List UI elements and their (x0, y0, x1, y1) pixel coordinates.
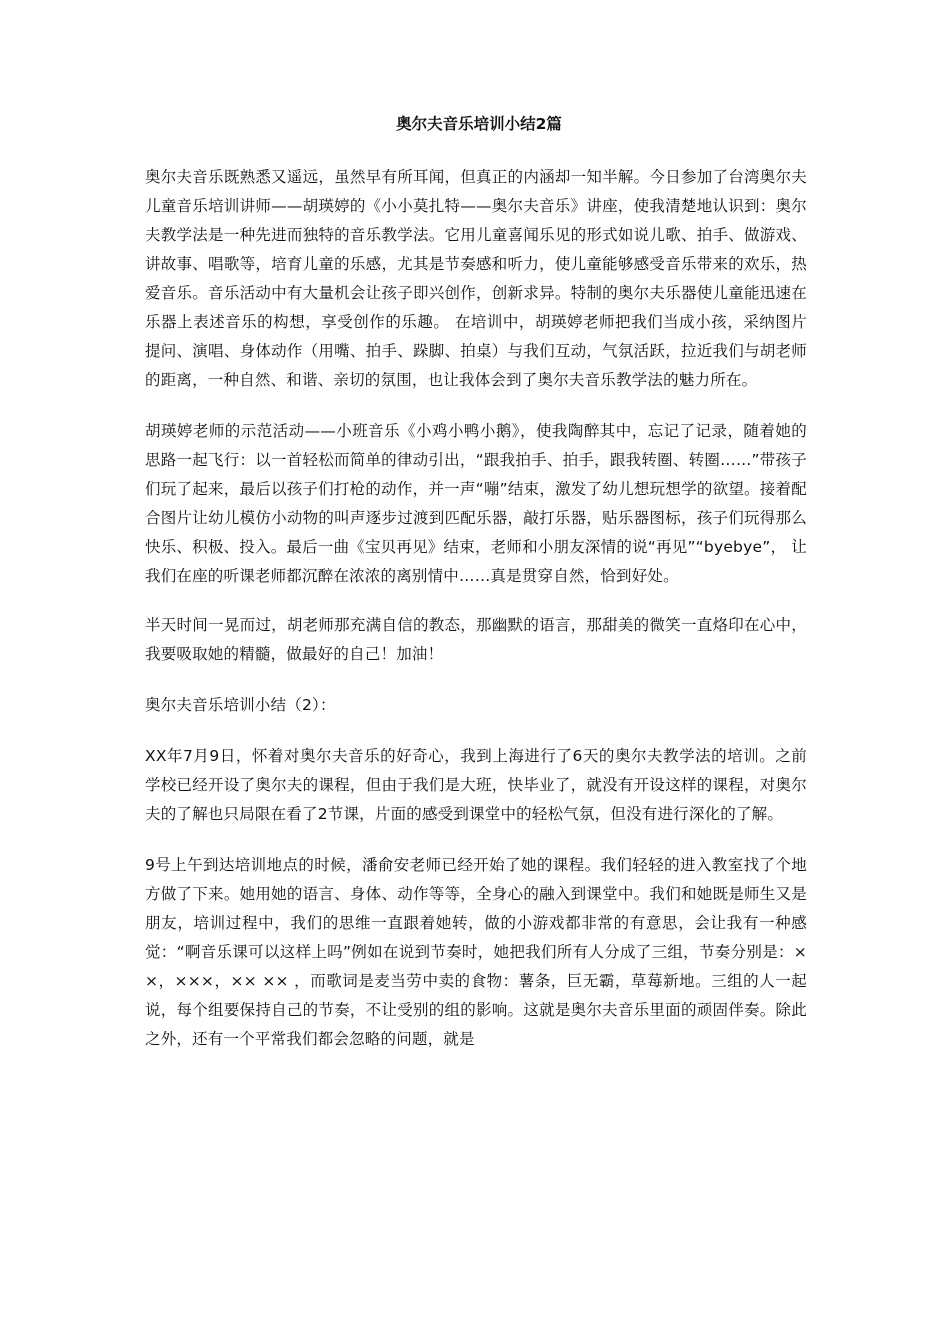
paragraph-demo-activity: 胡瑛婷老师的示范活动——小班音乐《小鸡小鸭小鹅》，使我陶醉其中，忘记了记录，随着她的思路一起飞行：以一首轻松而简单的律动引出，“跟我拍手、拍手，跟我转圈、转圈……”带孩子们玩了起来，最后以孩子们打枪的动作，并一声“嘣”结束，激发了幼儿想玩想学的欲望。接着配合图片让幼儿模仿小动物的叫声逐步过渡到匹配乐器，敲打乐器，贴乐器图标，孩子们玩得那么快乐、积极、投入。最后一曲《宝贝再见》结束，老师和小朋友深情的说“再见”“byebye”， 让我们在座的听课老师都沉醉在浓浓的离别情中……真是贯穿自然，恰到好处。 (145, 422, 807, 585)
section-heading-part-two: 奥尔夫音乐培训小结（2）： (145, 696, 336, 714)
document-title: 奥尔夫音乐培训小结2篇 (396, 115, 562, 133)
paragraph-shanghai-training: XX年7月9日，怀着对奥尔夫音乐的好奇心，我到上海进行了6天的奥尔夫教学法的培训。之前学校已经开设了奥尔夫的课程，但由于我们是大班，快毕业了，就没有开设这样的课程，对奥尔夫的了解也只局限在看了2节课，片面的感受到课堂中的轻松气氛，但没有进行深化的了解。 (145, 747, 807, 823)
document-body (145, 110, 807, 1076)
paragraph-reflection: 半天时间一晃而过，胡老师那充满自信的教态，那幽默的语言，那甜美的微笑一直烙印在心中，我要吸取她的精髓，做最好的自己！加油！ (145, 616, 807, 663)
paragraph-intro: 奥尔夫音乐既熟悉又遥远，虽然早有所耳闻，但真正的内涵却一知半解。今日参加了台湾奥尔夫儿童音乐培训讲师——胡瑛婷的《小小莫扎特——奥尔夫音乐》讲座，使我清楚地认识到：奥尔夫教学法是一种先进而独特的音乐教学法。它用儿童喜闻乐见的形式如说儿歌、拍手、做游戏、讲故事、唱歌等，培育儿童的乐感，尤其是节奏感和听力，使儿童能够感受音乐带来的欢乐，热爱音乐。音乐活动中有大量机会让孩子即兴创作，创新求异。特制的奥尔夫乐器使儿童能迅速在乐器上表述音乐的构想，享受创作的乐趣。 在培训中，胡瑛婷老师把我们当成小孩，采纳图片提问、演唱、身体动作（用嘴、拍手、跺脚、拍桌）与我们互动，气氛活跃，拉近我们与胡老师的距离，一种自然、和谐、亲切的氛围，也让我体会到了奥尔夫音乐教学法的魅力所在。 (145, 168, 807, 389)
paragraph-rhythm-lesson: 9号上午到达培训地点的时候，潘俞安老师已经开始了她的课程。我们轻轻的进入教室找了个地方做了下来。她用她的语言、身体、动作等等，全身心的融入到课堂中。我们和她既是师生又是朋友，培训过程中，我们的思维一直跟着她转，做的小游戏都非常的有意思，会让我有一种感觉：“啊音乐课可以这样上吗”例如在说到节奏时，她把我们所有人分成了三组，节奏分别是：××，×××，×× ×× ，而歌词是麦当劳中卖的食物：薯条，巨无霸，草莓新地。三组的人一起说，每个组要保持自己的节奏，不让受别的组的影响。这就是奥尔夫音乐里面的顽固伴奏。除此之外，还有一个平常我们都会忽略的问题，就是 (145, 856, 807, 1048)
